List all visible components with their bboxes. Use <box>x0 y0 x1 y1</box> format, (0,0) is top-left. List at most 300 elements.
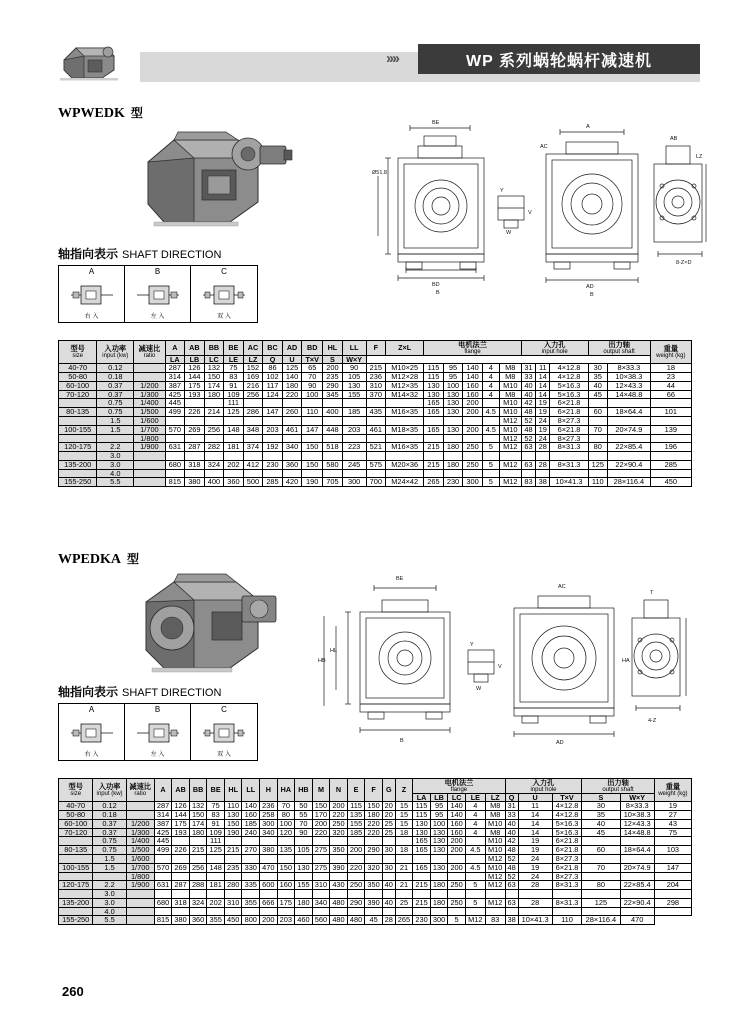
table-cell: 345 <box>323 390 343 399</box>
table-cell: 236 <box>366 373 386 382</box>
row-label: 0.12 <box>97 364 134 373</box>
table-cell: 6×21.8 <box>550 425 588 434</box>
table-cell: 40 <box>588 381 608 390</box>
table-cell <box>430 855 448 864</box>
shaft-cell-letter: B <box>154 705 161 714</box>
row-label: 1/700 <box>126 863 154 872</box>
table-cell: 318 <box>185 460 205 469</box>
table-cell: 412 <box>243 460 263 469</box>
table-cell: 10×41.3 <box>550 478 588 487</box>
row-label <box>126 890 154 899</box>
table-cell: 130 <box>443 399 463 408</box>
svg-text:HB: HB <box>318 658 326 664</box>
row-label: 0.12 <box>93 802 126 811</box>
table-cell: 5 <box>465 898 485 907</box>
col-subheader: T×V <box>302 355 323 364</box>
table-cell: 42 <box>521 399 535 408</box>
row-label: 70-120 <box>59 390 97 399</box>
shaft-cell-c-2 <box>191 704 257 760</box>
table-cell: 250 <box>463 460 483 469</box>
table-cell: 193 <box>185 390 205 399</box>
table-cell: 480 <box>330 916 348 925</box>
table-cell: 30 <box>588 364 608 373</box>
row-label: 5.5 <box>93 916 126 925</box>
table-cell: 220 <box>365 828 383 837</box>
row-label: 3.0 <box>97 452 134 461</box>
page-title: WP 系列蜗轮蜗杆减速机 <box>466 52 652 70</box>
col-header: HA <box>277 779 295 802</box>
table-cell: 285 <box>650 460 691 469</box>
table-cell: 70 <box>588 425 608 434</box>
table-cell <box>172 855 190 864</box>
row-label: 1/200 <box>126 819 154 828</box>
table-cell: 215 <box>366 364 386 373</box>
row-label <box>134 478 165 487</box>
table-cell: 21 <box>395 881 413 890</box>
table-cell: 8×31.3 <box>552 898 582 907</box>
table-cell: 245 <box>342 460 366 469</box>
table-cell: M10 <box>499 399 521 408</box>
table-cell: 10×41.3 <box>518 916 552 925</box>
table-cell: 318 <box>172 898 190 907</box>
table-cell: 193 <box>172 828 190 837</box>
row-label: 1/600 <box>126 855 154 864</box>
row-label: 1/400 <box>134 399 165 408</box>
table-cell: 390 <box>330 863 348 872</box>
table-cell: 10×38.3 <box>620 811 654 820</box>
table-row <box>59 916 692 925</box>
table-cell: 144 <box>172 811 190 820</box>
table-cell: 680 <box>154 898 172 907</box>
shaft-cell-letter: A <box>88 705 95 714</box>
table-cell: 265 <box>424 478 444 487</box>
table-cell: 430 <box>330 881 348 890</box>
table-cell: M12×35 <box>386 381 424 390</box>
table-cell: 250 <box>448 881 466 890</box>
table-cell: 28 <box>536 460 550 469</box>
table-cell: M20×36 <box>386 460 424 469</box>
row-label: 1.5 <box>93 855 126 864</box>
table-cell: 63 <box>505 898 518 907</box>
table-cell: 75 <box>224 364 244 373</box>
table-cell: 631 <box>165 443 185 452</box>
table-cell: 5 <box>482 478 499 487</box>
col-subheader: LE <box>224 355 244 364</box>
table-row <box>59 417 692 426</box>
col-subheader: LB <box>185 355 205 364</box>
table-cell: 175 <box>185 381 205 390</box>
col-header: 出力轴 output shaft <box>588 341 650 356</box>
table-cell: M14×32 <box>386 390 424 399</box>
table-cell: 200 <box>463 425 483 434</box>
table-cell: 148 <box>207 863 225 872</box>
table-cell: 350 <box>330 846 348 855</box>
table-cell: 40 <box>505 828 518 837</box>
table-cell: 20 <box>382 811 395 820</box>
product-photo-wpedka <box>120 566 300 684</box>
table-cell: 480 <box>330 898 348 907</box>
table-cell: 150 <box>365 802 383 811</box>
table-cell: 250 <box>448 898 466 907</box>
table-cell: 140 <box>463 364 483 373</box>
col-header: 入力孔 input hole <box>521 341 588 356</box>
table-cell: 130 <box>443 408 463 417</box>
table-cell: 24 <box>518 855 552 864</box>
table-cell: 521 <box>366 443 386 452</box>
table-cell: 135 <box>277 846 295 855</box>
table-cell: 348 <box>243 425 263 434</box>
table-cell: 130 <box>430 837 448 846</box>
svg-text:Y: Y <box>470 642 474 648</box>
table-cell: 230 <box>413 916 431 925</box>
table-cell: 147 <box>263 408 283 417</box>
table-cell: 140 <box>448 802 466 811</box>
table-cell: 250 <box>463 443 483 452</box>
table-cell: 570 <box>154 863 172 872</box>
table-cell: 48 <box>505 846 518 855</box>
table-cell: 185 <box>347 828 365 837</box>
shaft-diagram-icon <box>203 720 245 746</box>
col-header: 出力轴 output shaft <box>582 779 655 794</box>
shaft-cell-note: 左 入 <box>150 752 165 758</box>
table-cell <box>282 417 302 426</box>
row-label: 2.2 <box>93 881 126 890</box>
col-header: AB <box>185 341 205 356</box>
row-label: 1/900 <box>126 881 154 890</box>
table-cell <box>366 417 386 426</box>
table-cell: 48 <box>521 425 535 434</box>
table-cell: 256 <box>189 863 207 872</box>
table-cell: 190 <box>224 828 242 837</box>
table-cell: 24 <box>518 872 552 881</box>
row-label: 0.37 <box>97 381 134 390</box>
table-cell <box>312 855 330 864</box>
chevron-right-icon: ›››› <box>386 50 398 67</box>
table-cell: M10 <box>485 837 505 846</box>
table-cell: 18×64.4 <box>620 846 654 855</box>
table-cell: 19 <box>518 846 552 855</box>
col-header: HL <box>323 341 343 356</box>
table-cell: 314 <box>154 811 172 820</box>
table-row <box>59 855 692 864</box>
table-cell <box>650 417 691 426</box>
table-cell: 230 <box>263 460 283 469</box>
table-cell: 4.5 <box>482 408 499 417</box>
table-cell: 287 <box>154 802 172 811</box>
table-cell: 8×31.3 <box>552 881 582 890</box>
shaft-direction-table-2 <box>58 703 258 761</box>
table-cell: 150 <box>312 802 330 811</box>
table-cell: 387 <box>165 381 185 390</box>
shaft-cell-note: 左 入 <box>150 314 165 320</box>
row-label: 1/600 <box>134 417 165 426</box>
table-cell: 42 <box>505 837 518 846</box>
table-cell: 4 <box>482 364 499 373</box>
table-cell: 130 <box>295 863 313 872</box>
table-cell: 5 <box>482 460 499 469</box>
table-cell: 400 <box>204 478 224 487</box>
table-cell: 130 <box>430 846 448 855</box>
col-header: 重量 weight (kg) <box>654 779 691 802</box>
table-cell: 499 <box>165 408 185 417</box>
table-cell: 180 <box>204 390 224 399</box>
table-cell: M12 <box>485 881 505 890</box>
table-cell: 300 <box>342 478 366 487</box>
row-label: 135-200 <box>59 460 97 469</box>
table-cell: 360 <box>189 916 207 925</box>
col-header: E <box>347 779 365 802</box>
table-cell: 140 <box>448 811 466 820</box>
svg-text:AD: AD <box>586 284 594 290</box>
table-cell: 265 <box>395 916 413 925</box>
table-cell: M12 <box>485 855 505 864</box>
row-label: 1/500 <box>126 846 154 855</box>
table-cell: 19 <box>536 408 550 417</box>
table-cell: 5 <box>465 881 485 890</box>
table-cell: 5 <box>448 916 466 925</box>
row-label: 100-155 <box>59 863 93 872</box>
table-cell: 200 <box>330 802 348 811</box>
row-label: 1/400 <box>126 837 154 846</box>
table-cell: 4 <box>465 811 485 820</box>
table-cell: 4 <box>465 802 485 811</box>
table-cell: 226 <box>185 408 205 417</box>
shaft-diagram-icon <box>137 282 179 308</box>
row-label: 1.5 <box>93 863 126 872</box>
table-cell: 4.5 <box>465 846 485 855</box>
table-cell: 374 <box>243 443 263 452</box>
table-cell: 200 <box>463 408 483 417</box>
table-cell: 28 <box>536 443 550 452</box>
table-cell: 102 <box>263 373 283 382</box>
table-cell: 86 <box>263 364 283 373</box>
table-cell: 90 <box>342 364 366 373</box>
col-subheader: LE <box>465 793 485 802</box>
table-cell: M12 <box>499 434 521 443</box>
table-cell: 19 <box>536 425 550 434</box>
table-cell <box>302 417 323 426</box>
row-label <box>134 452 165 461</box>
table-cell: 518 <box>323 443 343 452</box>
table-cell: 130 <box>430 863 448 872</box>
table-cell: 290 <box>365 846 383 855</box>
svg-text:HA: HA <box>622 658 630 664</box>
row-label: 0.37 <box>93 819 126 828</box>
table-cell: M8 <box>485 811 505 820</box>
table-cell: 130 <box>430 828 448 837</box>
table-cell: 235 <box>224 863 242 872</box>
shaft-cell-b-1 <box>125 266 191 322</box>
table-cell: 340 <box>312 898 330 907</box>
table-cell: 115 <box>413 811 431 820</box>
table-cell: 130 <box>342 381 366 390</box>
table-cell: 461 <box>366 425 386 434</box>
col-header: BD <box>302 341 323 356</box>
table-cell: 91 <box>207 819 225 828</box>
table-cell: 18×64.4 <box>608 408 651 417</box>
table-cell: 4 <box>465 819 485 828</box>
table-cell: 160 <box>463 381 483 390</box>
svg-text:HL: HL <box>330 648 338 654</box>
table-cell: 196 <box>650 443 691 452</box>
row-label: 50-80 <box>59 811 93 820</box>
shaft-cell-letter: C <box>221 705 227 714</box>
table-cell: M8 <box>485 828 505 837</box>
col-header: N <box>330 779 348 802</box>
table-cell: 200 <box>448 846 466 855</box>
table-cell: 90 <box>295 828 313 837</box>
table-cell <box>413 855 431 864</box>
table-cell: 130 <box>413 819 431 828</box>
table-cell: 282 <box>204 443 224 452</box>
table-cell: 165 <box>413 837 431 846</box>
table-row <box>59 478 692 487</box>
table-cell: 40 <box>382 898 395 907</box>
table-cell: 269 <box>172 863 190 872</box>
svg-text:V: V <box>528 210 532 216</box>
table-cell: 70 <box>295 819 313 828</box>
col-header: 型号 size <box>59 779 93 802</box>
table-cell: 148 <box>224 425 244 434</box>
row-label: 1/300 <box>134 390 165 399</box>
table-cell: 216 <box>243 381 263 390</box>
table-cell: 250 <box>330 819 348 828</box>
table-cell: 4 <box>465 828 485 837</box>
table-cell: 24 <box>536 434 550 443</box>
table-cell: 144 <box>185 373 205 382</box>
table-cell: 48 <box>521 408 535 417</box>
table-cell: 111 <box>224 399 244 408</box>
svg-text:4-Z: 4-Z <box>648 718 657 724</box>
table-cell: 21 <box>395 863 413 872</box>
table-cell: M12 <box>499 478 521 487</box>
table-cell: 83 <box>224 373 244 382</box>
table-cell: 420 <box>282 478 302 487</box>
table-cell: 203 <box>277 916 295 925</box>
table-cell: 8×27.3 <box>550 417 588 426</box>
table-cell: 215 <box>189 846 207 855</box>
table-cell: 19 <box>536 399 550 408</box>
table-cell <box>295 855 313 864</box>
table-cell: 380 <box>172 916 190 925</box>
col-header: HB <box>295 779 313 802</box>
table-cell: 450 <box>650 478 691 487</box>
table-cell <box>347 855 365 864</box>
table-cell: 445 <box>165 399 185 408</box>
table-cell: 5×16.3 <box>550 390 588 399</box>
table-cell: 126 <box>172 802 190 811</box>
table-cell: 30 <box>382 863 395 872</box>
table-cell: 215 <box>424 443 444 452</box>
shaft-diagram-icon <box>71 282 113 308</box>
col-header: G <box>382 779 395 802</box>
table-cell: M10 <box>485 863 505 872</box>
table-cell: 139 <box>650 425 691 434</box>
table-cell: 40 <box>382 881 395 890</box>
table-cell: 290 <box>323 381 343 390</box>
table-cell: 38 <box>536 478 550 487</box>
table-cell: 55 <box>295 811 313 820</box>
table-cell: 83 <box>485 916 505 925</box>
table-cell: 287 <box>185 443 205 452</box>
table-cell: 105 <box>295 846 313 855</box>
table-cell: 6×21.8 <box>552 846 582 855</box>
table-cell: 125 <box>582 898 620 907</box>
table-cell: 115 <box>347 802 365 811</box>
table-cell: 95 <box>430 811 448 820</box>
row-label <box>134 364 165 373</box>
table-cell: 150 <box>204 373 224 382</box>
table-row <box>59 828 692 837</box>
table-cell: 335 <box>242 881 260 890</box>
table-cell: 80 <box>588 443 608 452</box>
table-cell: M16×35 <box>386 408 424 417</box>
row-label: 4.0 <box>93 907 126 916</box>
table-cell: 111 <box>207 837 225 846</box>
table-cell: 31 <box>505 802 518 811</box>
table-cell <box>620 855 654 864</box>
table-cell: 125 <box>207 846 225 855</box>
table-cell: 130 <box>424 390 444 399</box>
table-cell: 8×27.3 <box>550 434 588 443</box>
table-cell: 180 <box>189 828 207 837</box>
table-cell: 8×33.3 <box>620 802 654 811</box>
table-cell: 815 <box>165 478 185 487</box>
table-cell: 290 <box>347 898 365 907</box>
table-cell: 287 <box>165 364 185 373</box>
table-cell: 165 <box>424 399 444 408</box>
table-cell: 70 <box>582 863 620 872</box>
table-cell: M10 <box>499 425 521 434</box>
table-cell <box>382 855 395 864</box>
table-cell: 8×33.3 <box>608 364 651 373</box>
table-cell: 288 <box>189 881 207 890</box>
table-cell: 5×16.3 <box>550 381 588 390</box>
table-cell: 174 <box>204 381 224 390</box>
table-cell: 200 <box>463 399 483 408</box>
table-cell: 12×43.3 <box>620 819 654 828</box>
table-cell: 140 <box>242 802 260 811</box>
svg-text:AC: AC <box>540 144 548 150</box>
table-cell: 15 <box>395 802 413 811</box>
table-cell: 115 <box>424 373 444 382</box>
shaft-cell-b-2 <box>125 704 191 760</box>
table-cell: 4 <box>482 390 499 399</box>
table-cell <box>342 417 366 426</box>
table-cell: 14 <box>536 390 550 399</box>
row-label: 70-120 <box>59 828 93 837</box>
table-cell <box>263 417 283 426</box>
table-cell: 110 <box>224 802 242 811</box>
table-cell: 40 <box>582 819 620 828</box>
table-cell: 370 <box>366 390 386 399</box>
table-cell: 66 <box>650 390 691 399</box>
table-cell: M12 <box>499 417 521 426</box>
svg-text:Ø51.8: Ø51.8 <box>372 170 387 176</box>
row-label <box>59 417 97 426</box>
col-header: F <box>365 779 383 802</box>
table-cell: 5×16.3 <box>552 828 582 837</box>
table-cell: 147 <box>302 425 323 434</box>
table-cell <box>386 417 424 426</box>
col-header: BB <box>189 779 207 802</box>
svg-text:8-Z×D: 8-Z×D <box>676 260 692 266</box>
row-label: 1/700 <box>134 425 165 434</box>
svg-text:LZ: LZ <box>696 154 703 160</box>
table-cell: 70 <box>277 802 295 811</box>
table-cell: 470 <box>620 916 654 925</box>
table-cell: M12 <box>499 460 521 469</box>
